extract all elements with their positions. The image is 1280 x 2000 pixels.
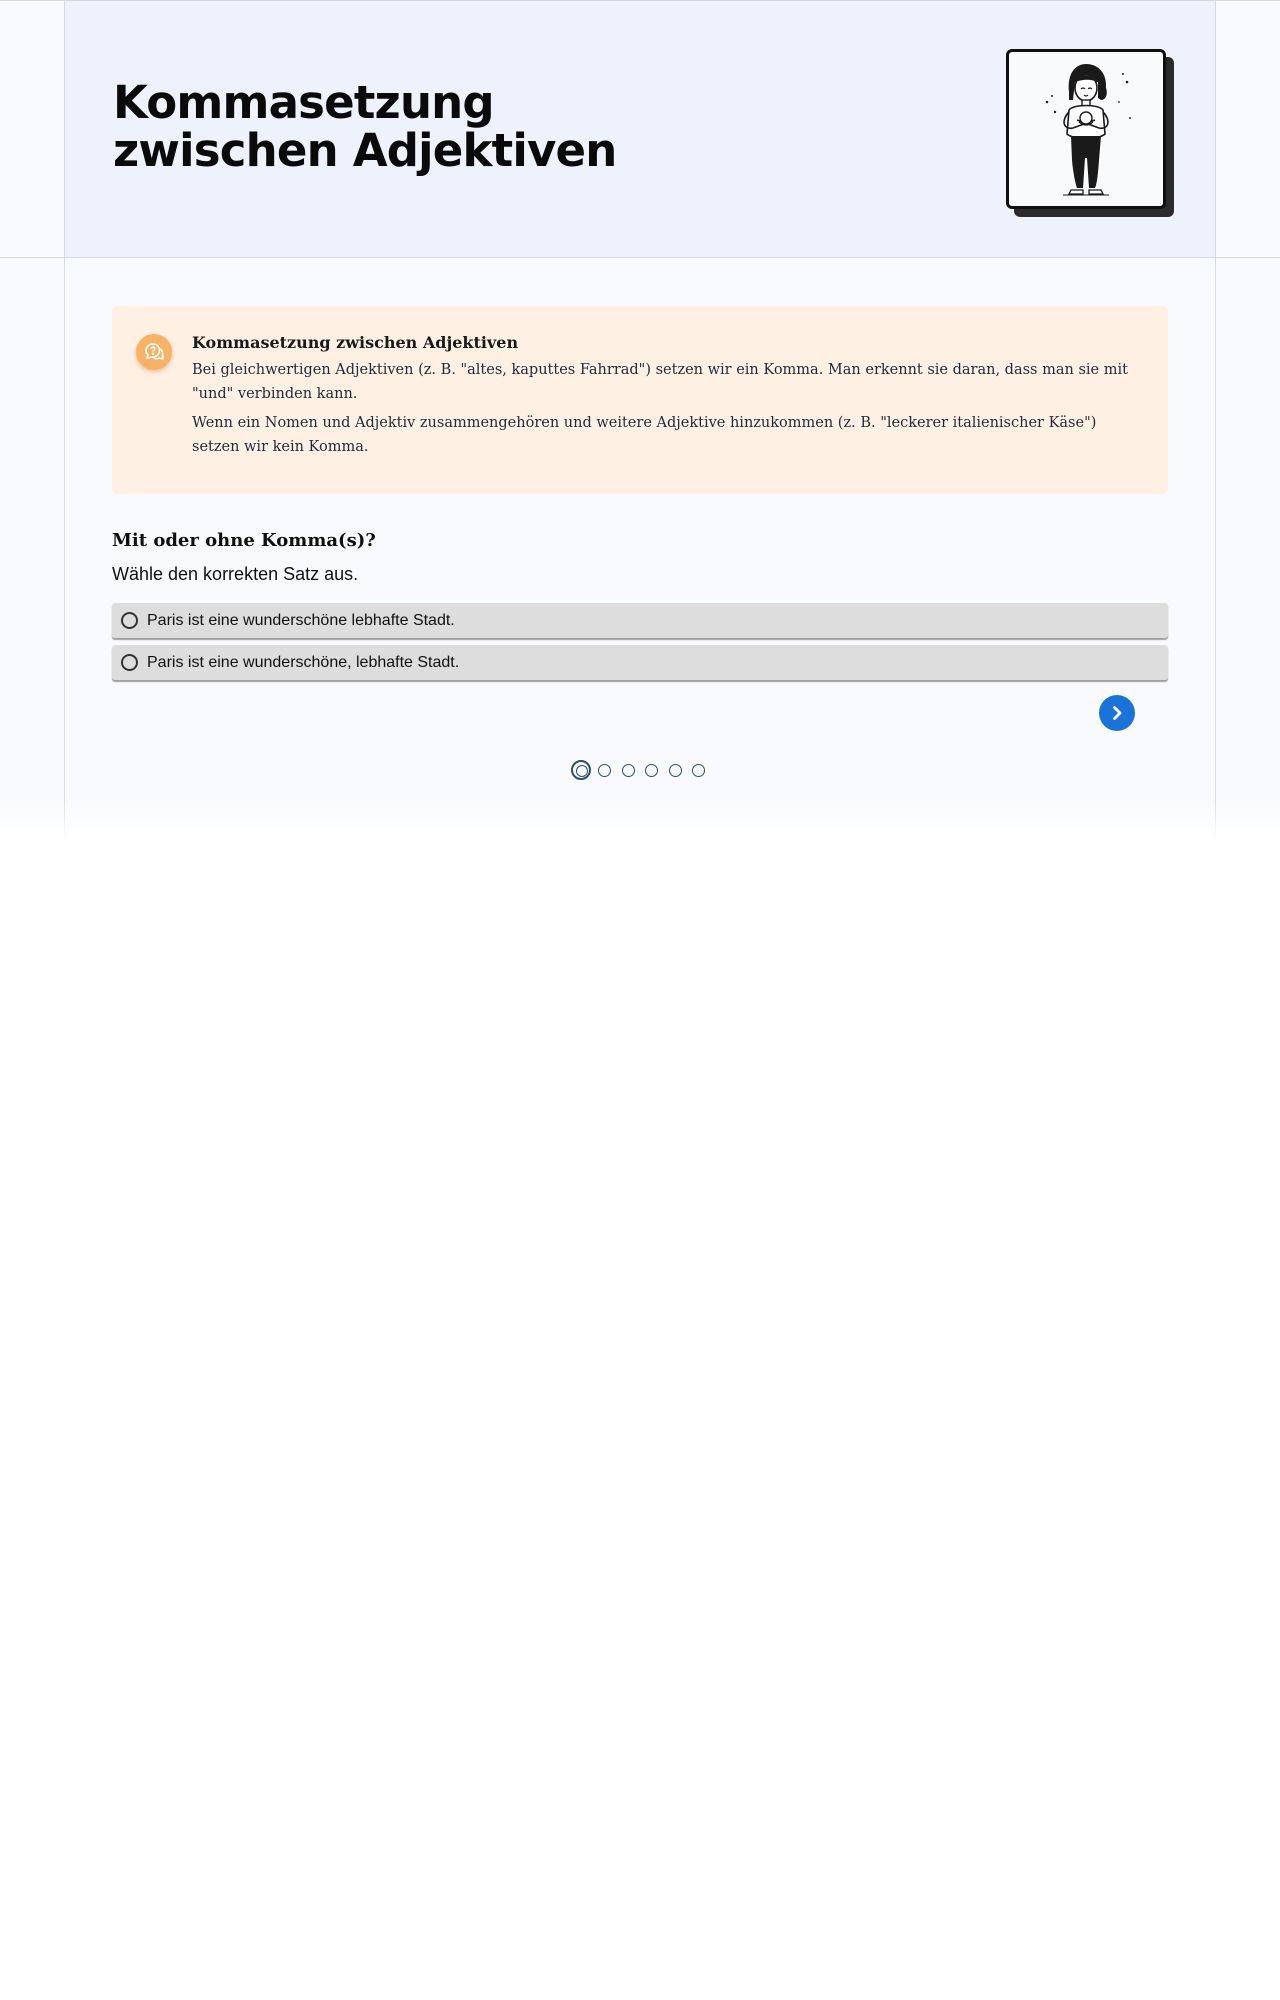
lesson-header (65, 1, 1215, 257)
answer-option-label: Paris ist eine wunderschöne, lebhafte Stadt. (147, 653, 460, 671)
question-title: Mit oder ohne Komma(s)? (112, 530, 376, 551)
chat-bubbles-icon (136, 334, 172, 370)
info-paragraph: Wenn ein Nomen und Adjektiv zusammengehören und weitere Adjektive hinzukommen (z. B. "leckerer italienischer Käse") setzen wir kein Komma. (192, 415, 1097, 455)
next-button[interactable] (1099, 695, 1135, 731)
pagination-dot-active[interactable] (571, 760, 591, 780)
pagination-dot[interactable] (598, 764, 611, 777)
question-instruction: Wähle den korrekten Satz aus. (112, 564, 359, 584)
content-right-border (1215, 0, 1216, 836)
info-box (112, 306, 1168, 494)
woman-illustration (1006, 49, 1166, 209)
info-paragraph: Bei gleichwertigen Adjektiven (z. B. "altes, kaputtes Fahrrad") setzen wir ein Komma. Man erkennt sie daran, dass man sie mit "und" verbinden kann. (192, 362, 1128, 402)
header-bottom-border (0, 257, 1280, 258)
pagination-dot[interactable] (645, 764, 658, 777)
answer-option[interactable] (112, 645, 1168, 680)
step-pagination (571, 759, 716, 781)
pagination-dot[interactable] (692, 764, 705, 777)
info-title: Kommasetzung zwischen Adjektiven (192, 333, 519, 352)
page-fade (0, 796, 1280, 840)
pagination-dot[interactable] (622, 764, 635, 777)
answer-option-label: Paris ist eine wunderschöne lebhafte Stadt. (147, 611, 455, 629)
pagination-dot[interactable] (669, 764, 682, 777)
chevron-right-icon (1109, 705, 1125, 721)
page-title: Kommasetzung zwischen Adjektiven (113, 76, 617, 177)
answer-option[interactable] (112, 603, 1168, 638)
radio-button[interactable] (121, 612, 138, 629)
radio-button[interactable] (121, 654, 138, 671)
